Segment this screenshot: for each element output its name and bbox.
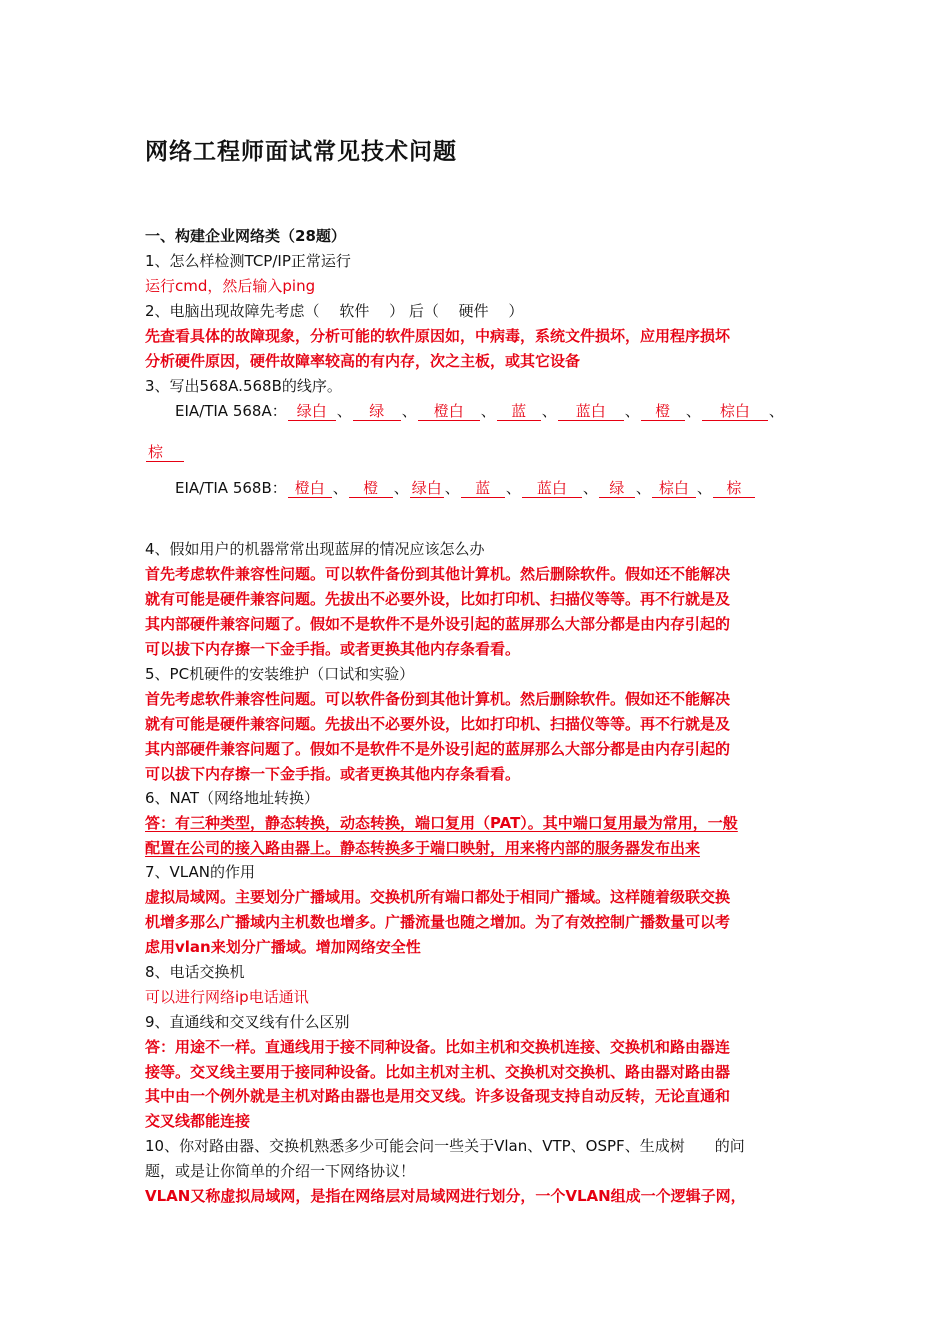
answer-4-line-1: 首先考虑软件兼容性问题。可以软件备份到其他计算机。然后删除软件。假如还不能解决 [145, 565, 731, 583]
question-3: 3、写出568A.568B的线序。 [145, 377, 342, 395]
wire-568b-pin-7: 棕白 [652, 478, 696, 498]
question-9: 9、直通线和交叉线有什么区别 [145, 1013, 350, 1031]
wire-568b-pin-5: 蓝白 [522, 478, 582, 498]
wire-568b-pin-6: 绿 [599, 478, 635, 498]
section-heading: 一、构建企业网络类（28题） [145, 227, 346, 245]
answer-1: 运行cmd，然后输入ping [145, 277, 316, 295]
answer-2-line-1: 先查看具体的故障现象，分析可能的软件原因如，中病毒，系统文件损坏，应用程序损坏 [145, 327, 731, 345]
answer-10-line-1: VLAN又称虚拟局域网，是指在网络层对局域网进行划分，一个VLAN组成一个逻辑子网， [145, 1187, 746, 1205]
answer-9-line-3: 其中由一个例外就是主机对路由器也是用交叉线。许多设备现支持自动反转，无论直通和 [145, 1087, 731, 1105]
answer-5-line-1: 首先考虑软件兼容性问题。可以软件备份到其他计算机。然后删除软件。假如还不能解决 [145, 690, 731, 708]
question-10-line-2: 题，或是让你简单的介绍一下网络协议！ [145, 1162, 416, 1180]
answer-4-line-2: 就有可能是硬件兼容问题。先拔出不必要外设，比如打印机、扫描仪等等。再不行就是及 [145, 590, 731, 608]
wire-568a-pin-6: 橙 [641, 401, 685, 421]
answer-4-line-4: 可以拔下内存擦一下金手指。或者更换其他内存条看看。 [145, 640, 521, 658]
question-2: 2、电脑出现故障先考虑（ 软件 ） 后（ 硬件 ） [145, 302, 524, 320]
wire-568b-pin-4: 蓝 [461, 478, 505, 498]
wiring-568b-row: EIA/TIA 568B： 橙白 、 橙 、 绿白 、 蓝 、 蓝白 、 绿 、 棕白 、 棕 [175, 478, 756, 498]
wire-568b-pin-2: 橙 [349, 478, 393, 498]
answer-9-line-2: 接等。交叉线主要用于接同种设备。比如主机对主机、交换机对交换机、路由器对路由器 [145, 1063, 731, 1081]
question-7: 7、VLAN的作用 [145, 863, 255, 881]
wire-568a-pin-7: 棕白 [702, 401, 768, 421]
answer-9-line-4: 交叉线都能连接 [145, 1112, 251, 1130]
wiring-568b-label: EIA/TIA 568B： [175, 479, 287, 497]
wire-568b-pin-1: 橙白 [288, 478, 332, 498]
wire-568b-pin-8: 棕 [713, 478, 755, 498]
answer-7-line-2: 机增多那么广播域内主机数也增多。广播流量也随之增加。为了有效控制广播数量可以考 [145, 913, 731, 931]
answer-4-line-3: 其内部硬件兼容问题了。假如不是软件不是外设引起的蓝屏那么大部分都是由内存引起的 [145, 615, 731, 633]
wire-568a-pin-8: 棕 [146, 442, 184, 462]
wire-568a-pin-5: 蓝白 [558, 401, 624, 421]
answer-2-line-2: 分析硬件原因，硬件故障率较高的有内存，次之主板，或其它设备 [145, 352, 581, 370]
answer-5-line-3: 其内部硬件兼容问题了。假如不是软件不是外设引起的蓝屏那么大部分都是由内存引起的 [145, 740, 731, 758]
page-title: 网络工程师面试常见技术问题 [145, 139, 457, 165]
question-5: 5、PC机硬件的安装维护（口试和实验） [145, 665, 415, 683]
question-6: 6、NAT（网络地址转换） [145, 789, 320, 807]
answer-6-line-1: 答：有三种类型，静态转换，动态转换，端口复用（PAT）。其中端口复用最为常用，一般 [145, 814, 738, 832]
answer-5-line-2: 就有可能是硬件兼容问题。先拔出不必要外设，比如打印机、扫描仪等等。再不行就是及 [145, 715, 731, 733]
wiring-568a-row: EIA/TIA 568A： 绿白 、 绿 、 橙白 、 蓝 、 蓝白 、 橙 、 棕白 、 [175, 402, 784, 420]
wire-568a-pin-1: 绿白 [288, 401, 336, 421]
answer-6-line-2: 配置在公司的接入路由器上。静态转换多于端口映射，用来将内部的服务器发布出来 [145, 839, 701, 857]
wiring-568a-row-wrap [145, 442, 185, 462]
wire-568a-pin-3: 橙白 [418, 401, 480, 421]
question-4: 4、假如用户的机器常常出现蓝屏的情况应该怎么办 [145, 540, 485, 558]
wire-568a-pin-2: 绿 [353, 401, 401, 421]
wiring-568a-label: EIA/TIA 568A： [175, 402, 287, 420]
question-8: 8、电话交换机 [145, 963, 245, 981]
answer-9-line-1: 答：用途不一样。直通线用于接不同种设备。比如主机和交换机连接、交换机和路由器连 [145, 1038, 731, 1056]
answer-5-line-4: 可以拔下内存擦一下金手指。或者更换其他内存条看看。 [145, 765, 521, 783]
question-1: 1、怎么样检测TCP/IP正常运行 [145, 252, 351, 270]
wire-568a-pin-4: 蓝 [497, 401, 541, 421]
wire-568b-pin-3: 绿白 [411, 479, 442, 497]
answer-7-line-1: 虚拟局域网。主要划分广播域用。交换机所有端口都处于相同广播域。这样随着级联交换 [145, 888, 731, 906]
question-10-line-1: 10、你对路由器、交换机熟悉多少可能会问一些关于Vlan、VTP、OSPF、生成树 的问 [145, 1137, 745, 1155]
answer-7-line-3: 虑用vlan来划分广播域。增加网络安全性 [145, 938, 421, 956]
answer-8: 可以进行网络ip电话通讯 [145, 988, 309, 1006]
